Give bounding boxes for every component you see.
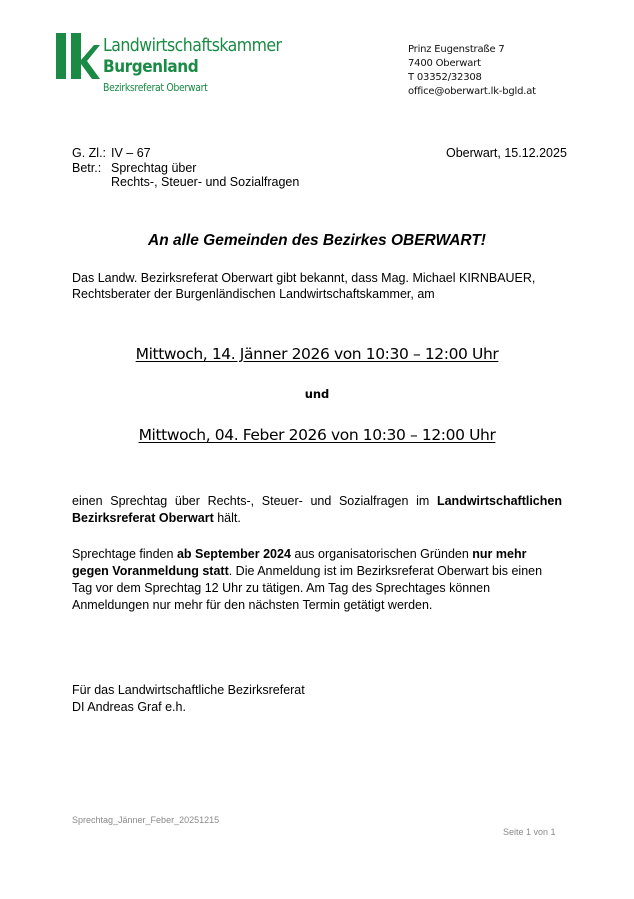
reference-number-value: IV – 67	[111, 146, 151, 160]
footer-filename: Sprechtag_Jänner_Feber_20251215	[72, 815, 220, 825]
subject-label: Betr.:	[72, 160, 102, 175]
subject-row	[72, 161, 299, 176]
address-city: 7400 Oberwart	[408, 58, 481, 69]
address-email: office@oberwart.lk-bgld.at	[408, 86, 536, 97]
registration-text-b: aus organisatorischen Gründen	[290, 547, 473, 561]
registration-paragraph	[72, 546, 562, 614]
intro-paragraph	[72, 270, 562, 302]
reference-block	[72, 146, 299, 190]
letter-heading: An alle Gemeinden des Bezirkes OBERWART!	[148, 232, 486, 249]
logo-line-3: Bezirksreferat Oberwart	[103, 80, 208, 94]
intro-line-1: Das Landw. Bezirksreferat Oberwart gibt bekannt, dass Mag. Michael KIRNBAUER,	[72, 271, 536, 285]
appointment-date-1-text: Mittwoch, 14. Jänner 2026 von 10:30 – 12:00 Uhr	[135, 345, 499, 363]
address-phone: T 03352/32308	[408, 72, 482, 83]
footer-page-number: Seite 1 von 1	[503, 827, 556, 837]
registration-requirement: nur mehr gegen Voranmeldung statt	[72, 547, 527, 578]
logo-line-2: Burgenland	[103, 56, 199, 77]
subject-line-2: Rechts-, Steuer- und Sozialfragen	[111, 175, 300, 189]
consultation-text-a: einen Sprechtag über Rechts-, Steuer- und Sozialfragen im	[72, 494, 437, 508]
date-connector: und	[304, 387, 330, 401]
sender-address	[408, 43, 536, 99]
place-date: Oberwart, 15.12.2025	[446, 146, 567, 160]
lk-logo-icon	[56, 33, 100, 79]
appointment-date-2-text: Mittwoch, 04. Feber 2026 von 10:30 – 12:00 Uhr	[138, 426, 496, 444]
reference-number-label: G. Zl.:	[72, 146, 107, 160]
consultation-paragraph	[72, 493, 562, 527]
consultation-text-b: hält.	[213, 511, 241, 525]
signoff-line-1: Für das Landwirtschaftliche Bezirksreferat	[72, 683, 305, 697]
signoff-block	[72, 682, 305, 716]
intro-line-2: Rechtsberater der Burgenländischen Landwirtschaftskammer, am	[72, 287, 435, 301]
registration-since: ab September 2024	[176, 547, 291, 561]
lk-logo-mark	[56, 33, 100, 79]
subject-line-1: Sprechtag über	[111, 160, 197, 175]
registration-text-a: Sprechtage finden	[72, 547, 177, 561]
reference-number-row	[72, 146, 299, 161]
signoff-signatory: DI Andreas Graf e.h.	[72, 700, 186, 714]
consultation-location: Landwirtschaftlichen Bezirksreferat Oberwart	[72, 494, 562, 525]
address-street: Prinz Eugenstraße 7	[408, 44, 505, 55]
appointment-date-2	[0, 426, 634, 444]
registration-text-c: . Die Anmeldung ist im Bezirksreferat Oberwart bis einen Tag vor dem Sprechtag 12 Uhr zu tätigen. Am Tag des Sprechtages können Anmeldungen nur mehr für den nächsten Termin getätigt werden.	[72, 564, 543, 612]
logo-line-1: Landwirtschaftskammer	[103, 36, 282, 56]
logo-wordmark	[103, 38, 301, 93]
appointment-date-1	[0, 345, 634, 363]
